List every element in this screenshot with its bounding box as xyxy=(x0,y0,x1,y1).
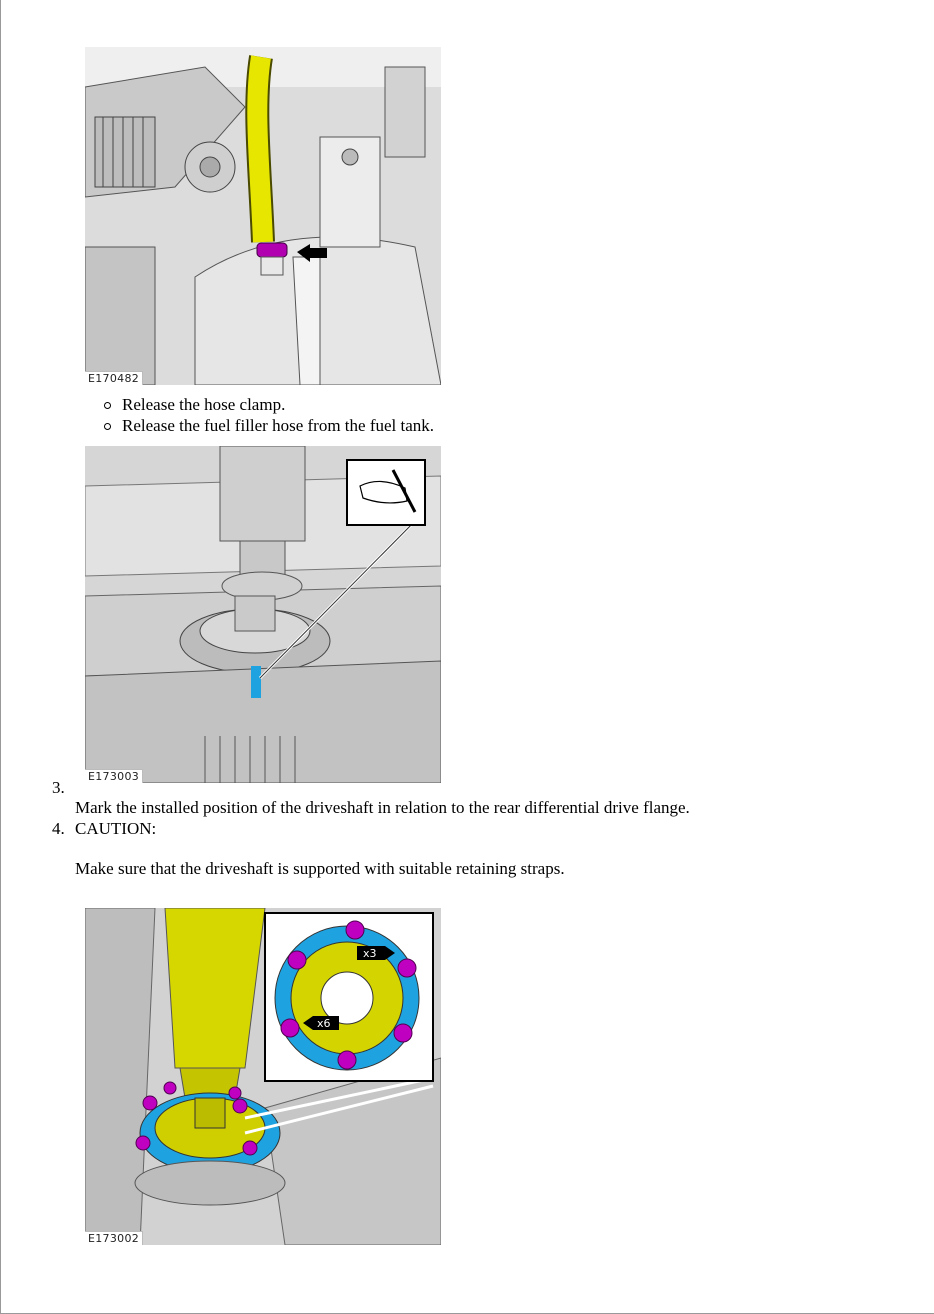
callout-count-bottom: x6 xyxy=(317,1017,331,1030)
callout-count-top: x3 xyxy=(363,947,377,960)
step-number: 4. xyxy=(52,819,65,838)
fuel-hose-illustration xyxy=(85,47,441,385)
step-text: Mark the installed position of the driveshaft in relation to the rear differential drive flange. xyxy=(75,798,690,817)
figure-driveshaft-mark xyxy=(85,446,441,783)
bullet-icon xyxy=(104,423,111,430)
list-item: Release the fuel filler hose from the fuel tank. xyxy=(100,415,434,436)
figure-fuel-hose xyxy=(85,47,441,385)
bullet-icon xyxy=(104,402,111,409)
figure-id: E173002 xyxy=(85,1231,143,1245)
list-item: Release the hose clamp. xyxy=(100,394,434,415)
caution-text: Make sure that the driveshaft is supported with suitable retaining straps. xyxy=(75,859,565,878)
bullet-list xyxy=(100,394,434,436)
caution-heading: CAUTION: xyxy=(75,819,157,838)
driveshaft-mark-illustration xyxy=(85,446,441,783)
step-number: 3. xyxy=(52,778,65,797)
figure-id: E170482 xyxy=(85,371,143,385)
driveshaft-bolts-illustration xyxy=(85,908,441,1245)
figure-id: E173003 xyxy=(85,769,143,783)
figure-driveshaft-bolts xyxy=(85,908,441,1245)
